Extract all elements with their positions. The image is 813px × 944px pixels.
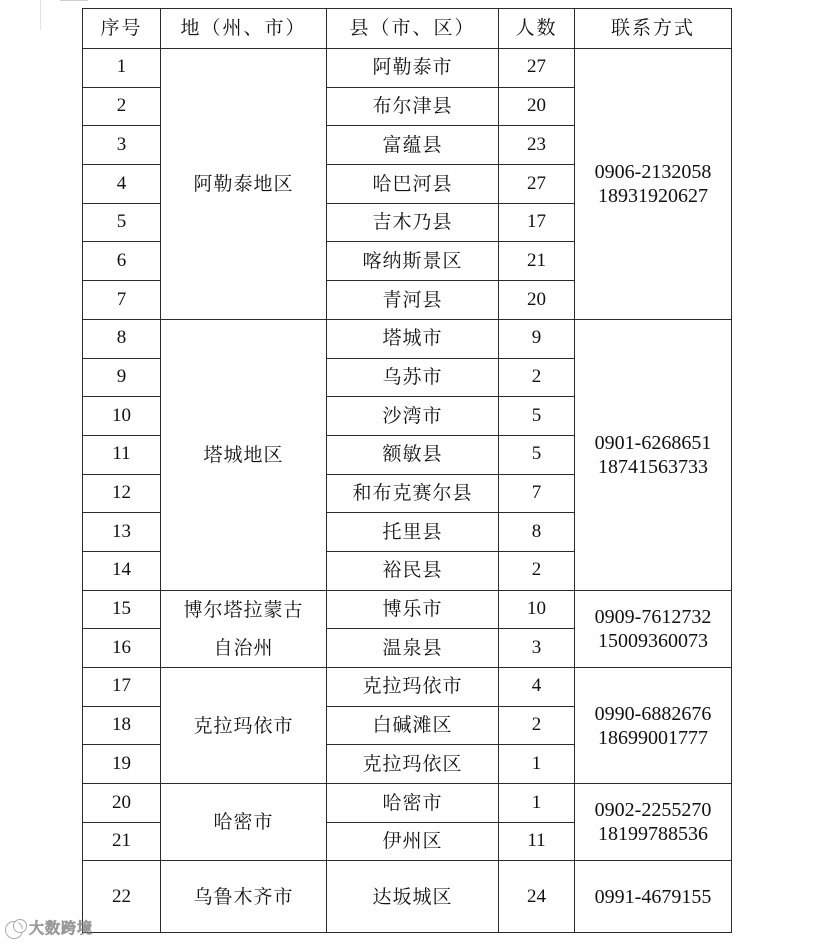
cell-prefecture [161,784,327,861]
cell-contact [575,590,732,667]
cell-count: 23 [499,126,575,165]
cell-contact [575,49,732,320]
contact-phone: 18741563733 [598,455,708,478]
contact-phone: 0906-2132058 [594,160,712,183]
cell-county: 喀纳斯景区 [327,242,499,281]
cell-prefecture [161,590,327,667]
prefecture-name-line: 克拉玛依市 [193,714,294,737]
cell-seq: 6 [83,242,161,281]
cell-contact [575,861,732,933]
cell-county: 托里县 [327,513,499,552]
contact-phone: 0902-2255270 [594,799,712,822]
cell-seq: 21 [83,822,161,861]
cell-prefecture [161,49,327,320]
cell-contact [575,668,732,784]
table-row [83,668,732,707]
cell-count: 2 [499,551,575,590]
contact-phone: 18699001777 [598,726,708,749]
cell-seq: 15 [83,590,161,629]
cell-seq: 9 [83,358,161,397]
cell-county: 克拉玛依市 [327,668,499,707]
cell-count: 5 [499,397,575,436]
cell-count: 11 [499,822,575,861]
watermark [4,917,93,938]
cell-county: 阿勒泰市 [327,49,499,88]
cell-county: 富蕴县 [327,126,499,165]
cell-county: 哈巴河县 [327,165,499,204]
cell-count: 8 [499,513,575,552]
contact-phone: 15009360073 [598,629,708,652]
cell-prefecture [161,668,327,784]
cell-seq: 3 [83,126,161,165]
prefecture-name-line: 博尔塔拉蒙古 [183,598,304,621]
cell-county: 吉木乃县 [327,203,499,242]
cell-county: 温泉县 [327,629,499,668]
cell-county: 布尔津县 [327,87,499,126]
cell-seq: 20 [83,784,161,823]
header-prefecture: 地（州、市） [161,9,327,49]
watermark-logo-icon [4,920,26,936]
cell-seq: 12 [83,474,161,513]
table-row [83,861,732,933]
cell-county: 哈密市 [327,784,499,823]
cell-county: 乌苏市 [327,358,499,397]
cell-count: 1 [499,784,575,823]
cell-prefecture [161,319,327,590]
header-row [83,9,732,49]
header-count: 人数 [499,9,575,49]
cell-count: 2 [499,706,575,745]
cell-county: 白碱滩区 [327,706,499,745]
contact-phone: 0990-6882676 [594,702,712,725]
table-row [83,590,732,629]
cell-prefecture [161,861,327,933]
cell-county: 塔城市 [327,319,499,358]
contact-phone: 18931920627 [598,184,708,207]
contact-phone: 0901-6268651 [594,431,712,454]
header-seq: 序号 [83,9,161,49]
table-row [83,319,732,358]
cell-seq: 8 [83,319,161,358]
roster-table [82,8,732,933]
prefecture-name-line: 阿勒泰地区 [193,172,294,195]
cell-count: 5 [499,435,575,474]
prefecture-name-line: 自治州 [213,636,274,659]
cell-count: 27 [499,49,575,88]
watermark-text: 大数跨境 [29,919,94,937]
cell-seq: 7 [83,281,161,320]
cell-county: 达坂城区 [327,861,499,933]
cell-count: 7 [499,474,575,513]
prefecture-name-line: 乌鲁木齐市 [193,885,294,908]
page-edge-line [40,0,41,30]
prefecture-name-line: 塔城地区 [203,443,284,466]
cell-county: 青河县 [327,281,499,320]
cell-count: 24 [499,861,575,933]
cell-count: 10 [499,590,575,629]
cell-county: 沙湾市 [327,397,499,436]
contact-phone: 18199788536 [598,823,708,846]
cell-count: 21 [499,242,575,281]
cell-county: 克拉玛依区 [327,745,499,784]
cell-count: 20 [499,281,575,320]
prefecture-name-line: 哈密市 [213,811,274,834]
cell-seq: 17 [83,668,161,707]
cell-seq: 22 [83,861,161,933]
cell-count: 9 [499,319,575,358]
cell-seq: 5 [83,203,161,242]
cell-county: 博乐市 [327,590,499,629]
cell-count: 17 [499,203,575,242]
cell-count: 2 [499,358,575,397]
cell-count: 1 [499,745,575,784]
cell-count: 27 [499,165,575,204]
cell-count: 20 [499,87,575,126]
contact-phone: 0991-4679155 [594,885,712,908]
cell-count: 4 [499,668,575,707]
cell-seq: 18 [83,706,161,745]
cell-contact [575,319,732,590]
header-county: 县（市、区） [327,9,499,49]
cell-seq: 19 [83,745,161,784]
cell-seq: 14 [83,551,161,590]
roster-body [83,49,732,933]
contact-phone: 0909-7612732 [594,605,712,628]
cell-seq: 16 [83,629,161,668]
cell-county: 和布克赛尔县 [327,474,499,513]
cell-county: 额敏县 [327,435,499,474]
header-contact: 联系方式 [575,9,732,49]
cell-seq: 13 [83,513,161,552]
cell-seq: 1 [83,49,161,88]
cell-contact [575,784,732,861]
cell-seq: 11 [83,435,161,474]
table-row [83,49,732,88]
cell-county: 伊州区 [327,822,499,861]
cell-county: 裕民县 [327,551,499,590]
cell-seq: 10 [83,397,161,436]
cell-seq: 2 [83,87,161,126]
page-top-rule [60,0,88,1]
table-row [83,784,732,823]
cell-count: 3 [499,629,575,668]
cell-seq: 4 [83,165,161,204]
